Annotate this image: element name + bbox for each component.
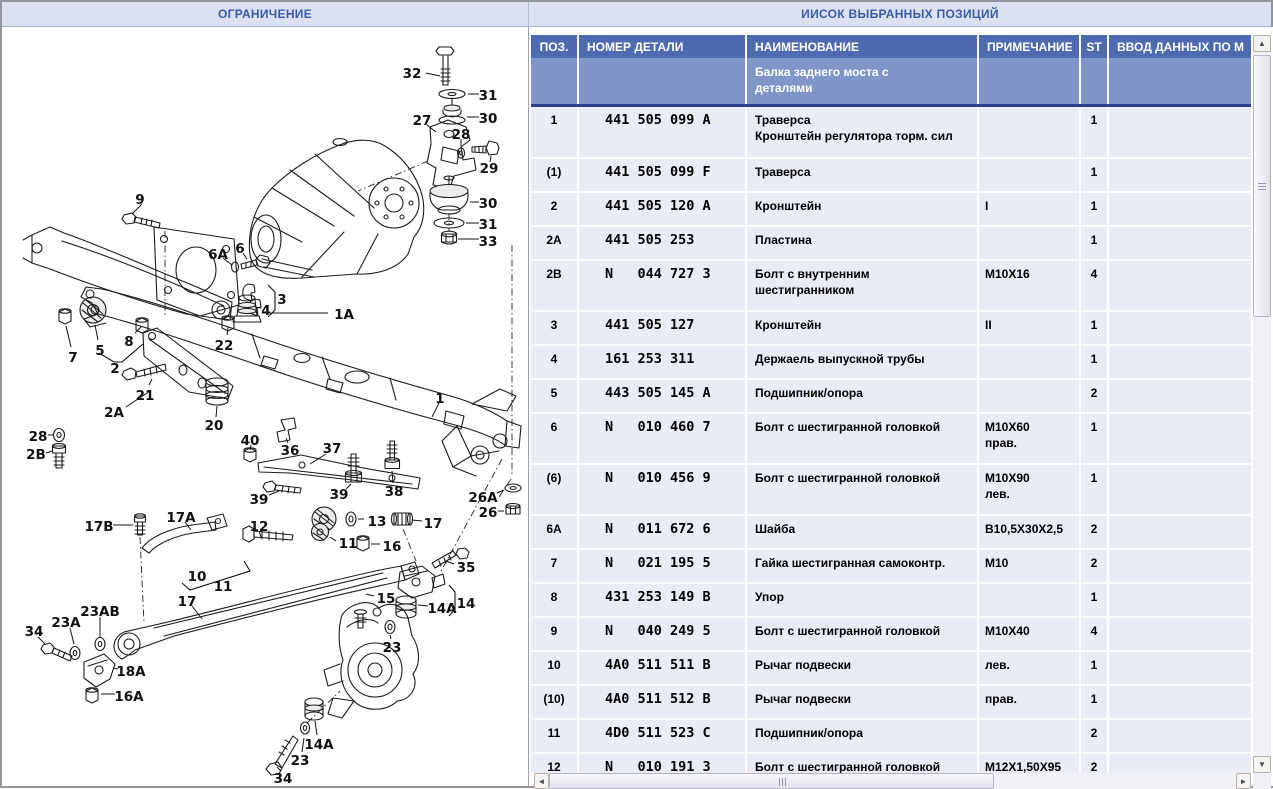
cell-note: M10 bbox=[979, 550, 1081, 582]
cell-qty: 2 bbox=[1081, 754, 1109, 773]
cell-qty: 4 bbox=[1081, 618, 1109, 650]
cell-note: лев. bbox=[979, 652, 1081, 684]
diagram-callout-14A[interactable]: 14A bbox=[427, 601, 457, 617]
cell-part-number: 443 505 145 A bbox=[579, 380, 747, 412]
cell-qty: 1 bbox=[1081, 159, 1109, 191]
diagram-callout-36[interactable]: 36 bbox=[281, 443, 300, 459]
header-bar bbox=[2, 2, 1271, 27]
diagram-line-art bbox=[23, 47, 521, 775]
diagram-callout-11[interactable]: 11 bbox=[339, 536, 358, 552]
table-row-pos-(10)[interactable] bbox=[531, 686, 1251, 720]
table-row-pos-10[interactable] bbox=[531, 652, 1251, 686]
horizontal-scrollbar-thumb[interactable] bbox=[549, 773, 994, 789]
cell-qty: 2 bbox=[1081, 720, 1109, 752]
cell-name: Болт с шестигранной головкой bbox=[747, 618, 979, 650]
diagram-callout-34[interactable]: 34 bbox=[274, 771, 293, 786]
table-header-row bbox=[531, 35, 1251, 58]
cell-pos: 11 bbox=[531, 720, 579, 752]
scroll-right-button[interactable] bbox=[1236, 773, 1251, 789]
thumb-grip-icon bbox=[1258, 186, 1266, 187]
diagram-callout-23A[interactable]: 23A bbox=[51, 615, 81, 631]
cell-qty: 1 bbox=[1081, 346, 1109, 378]
diagram-callout-23AB[interactable]: 23AB bbox=[80, 604, 120, 620]
cell-part-number: N 010 456 9 bbox=[579, 465, 747, 514]
group-cell-name bbox=[747, 58, 979, 104]
traverse-drawing bbox=[23, 227, 239, 320]
column-header-3: НАИМЕНОВАНИЕ bbox=[747, 35, 979, 58]
diagram-callout-21[interactable]: 21 bbox=[136, 388, 155, 404]
diagram-callout-10[interactable]: 10 bbox=[188, 569, 207, 585]
cell-note: M12X1,50X95 bbox=[979, 754, 1081, 773]
diagram-callout-8[interactable]: 8 bbox=[124, 334, 133, 350]
vertical-scrollbar-thumb[interactable] bbox=[1253, 55, 1271, 317]
diagram-callout-31[interactable]: 31 bbox=[479, 88, 498, 104]
cell-name: Подшипник/опора bbox=[747, 720, 979, 752]
cell-qty: 1 bbox=[1081, 107, 1109, 157]
cell-part-number: 441 505 120 A bbox=[579, 193, 747, 225]
diagram-callouts bbox=[25, 66, 504, 786]
cell-note: M10X60 прав. bbox=[979, 414, 1081, 463]
scroll-down-button[interactable] bbox=[1253, 756, 1271, 773]
cell-part-number: 441 505 253 bbox=[579, 227, 747, 259]
cell-data-entry[interactable] bbox=[1109, 652, 1251, 684]
diagram-callout-20[interactable]: 20 bbox=[205, 418, 224, 434]
cell-qty: 2 bbox=[1081, 380, 1109, 412]
cell-pos: 9 bbox=[531, 618, 579, 650]
table-row-pos-8[interactable] bbox=[531, 584, 1251, 618]
diagram-callout-2B[interactable]: 2B bbox=[26, 447, 46, 463]
diagram-callout-33[interactable]: 33 bbox=[479, 234, 498, 250]
diagram-callout-30[interactable]: 30 bbox=[479, 196, 498, 212]
cell-part-number: 161 253 311 bbox=[579, 346, 747, 378]
column-header-4: ПРИМЕЧАНИЕ bbox=[979, 35, 1081, 58]
cell-data-entry[interactable] bbox=[1109, 107, 1251, 157]
cell-note: M10X90 лев. bbox=[979, 465, 1081, 514]
group-cell-data-entry bbox=[1109, 58, 1251, 104]
cell-pos: 8 bbox=[531, 584, 579, 616]
cell-pos: 7 bbox=[531, 550, 579, 582]
table-row-pos-6A[interactable] bbox=[531, 516, 1251, 550]
scrollbar-corner bbox=[1253, 773, 1271, 789]
cell-note bbox=[979, 159, 1081, 191]
table-row-pos-3[interactable] bbox=[531, 312, 1251, 346]
diagram-callout-38[interactable]: 38 bbox=[385, 484, 404, 500]
cell-pos: 10 bbox=[531, 652, 579, 684]
cell-data-entry[interactable] bbox=[1109, 346, 1251, 378]
cell-part-number: 4A0 511 512 B bbox=[579, 686, 747, 718]
cell-pos: 5 bbox=[531, 380, 579, 412]
cell-note: II bbox=[979, 312, 1081, 344]
group-cell-note bbox=[979, 58, 1081, 104]
cell-pos: 2A bbox=[531, 227, 579, 259]
diagram-callout-11[interactable]: 11 bbox=[214, 579, 233, 595]
cell-qty: 1 bbox=[1081, 465, 1109, 514]
cell-part-number: N 044 727 3 bbox=[579, 261, 747, 310]
cell-part-number: N 011 672 6 bbox=[579, 516, 747, 548]
diagram-callout-40[interactable]: 40 bbox=[241, 433, 260, 449]
cell-part-number: 4D0 511 523 C bbox=[579, 720, 747, 752]
table-row-pos-6[interactable] bbox=[531, 414, 1251, 465]
cell-qty: 2 bbox=[1081, 550, 1109, 582]
diagram-callout-23[interactable]: 23 bbox=[383, 640, 402, 656]
diagram-callout-29[interactable]: 29 bbox=[480, 161, 499, 177]
cell-qty: 1 bbox=[1081, 414, 1109, 463]
diagram-panel bbox=[2, 27, 529, 786]
diagram-callout-27[interactable]: 27 bbox=[413, 113, 432, 129]
cell-name: Рычаг подвески bbox=[747, 652, 979, 684]
diagram-callout-1[interactable]: 1 bbox=[435, 391, 444, 407]
diagram-callout-2A[interactable]: 2A bbox=[104, 405, 124, 421]
cell-part-number: 441 505 099 A bbox=[579, 107, 747, 157]
left-arrow-icon: ◄ bbox=[538, 777, 546, 786]
column-header-6: ВВОД ДАННЫХ ПО М bbox=[1109, 35, 1251, 58]
cell-pos: 6 bbox=[531, 414, 579, 463]
cell-qty: 4 bbox=[1081, 261, 1109, 310]
upper-fasteners-drawing bbox=[122, 213, 270, 272]
cell-pos: 3 bbox=[531, 312, 579, 344]
cell-pos: (6) bbox=[531, 465, 579, 514]
diagram-callout-14[interactable]: 14 bbox=[457, 596, 476, 612]
group-cell-pos bbox=[531, 58, 579, 104]
cell-pos: 12 bbox=[531, 754, 579, 773]
column-header-5: ST bbox=[1081, 35, 1109, 58]
diagram-callout-2[interactable]: 2 bbox=[110, 361, 119, 377]
diagram-callout-17B[interactable]: 17B bbox=[84, 519, 113, 535]
cell-note bbox=[979, 584, 1081, 616]
cell-qty: 1 bbox=[1081, 584, 1109, 616]
cell-data-entry[interactable] bbox=[1109, 584, 1251, 616]
cell-data-entry[interactable] bbox=[1109, 312, 1251, 344]
table-row-pos-5[interactable] bbox=[531, 380, 1251, 414]
diagram-callout-9[interactable]: 9 bbox=[135, 192, 144, 208]
table-row-pos-2B[interactable] bbox=[531, 261, 1251, 312]
cell-name: Держаель выпускной трубы bbox=[747, 346, 979, 378]
cell-note bbox=[979, 380, 1081, 412]
cell-data-entry[interactable] bbox=[1109, 261, 1251, 310]
table-row-pos-(1)[interactable] bbox=[531, 159, 1251, 193]
diagram-callout-22[interactable]: 22 bbox=[215, 338, 234, 354]
cell-data-entry[interactable] bbox=[1109, 516, 1251, 548]
diagram-callout-5[interactable]: 5 bbox=[95, 343, 104, 359]
cell-name: Траверса bbox=[747, 159, 979, 191]
diagram-callout-15[interactable]: 15 bbox=[377, 591, 396, 607]
cell-part-number: 441 505 099 F bbox=[579, 159, 747, 191]
diagram-callout-30[interactable]: 30 bbox=[479, 111, 498, 127]
cell-qty: 1 bbox=[1081, 312, 1109, 344]
diagram-callout-17[interactable]: 17 bbox=[178, 594, 197, 610]
cell-name: Болт с шестигранной головкой bbox=[747, 465, 979, 514]
cell-name: Упор bbox=[747, 584, 979, 616]
diagram-callout-39[interactable]: 39 bbox=[330, 487, 349, 503]
parts-diagram bbox=[2, 27, 528, 786]
cell-name: Кронштейн bbox=[747, 312, 979, 344]
diagram-callout-3[interactable]: 3 bbox=[277, 292, 286, 308]
diagram-callout-1A[interactable]: 1A bbox=[334, 307, 354, 323]
diagram-callout-7[interactable]: 7 bbox=[68, 350, 77, 366]
group-name-line: деталями bbox=[755, 80, 977, 96]
cell-part-number: N 010 460 7 bbox=[579, 414, 747, 463]
cell-part-number: N 021 195 5 bbox=[579, 550, 747, 582]
table-row-pos-7[interactable] bbox=[531, 550, 1251, 584]
vertical-scrollbar[interactable] bbox=[1253, 35, 1271, 773]
cell-part-number: N 010 191 3 bbox=[579, 754, 747, 773]
diagram-callout-23[interactable]: 23 bbox=[291, 753, 310, 769]
cell-name: Болт с шестигранной головкой bbox=[747, 754, 979, 773]
table-row-pos-2[interactable] bbox=[531, 193, 1251, 227]
cell-note: прав. bbox=[979, 686, 1081, 718]
cell-data-entry[interactable] bbox=[1109, 465, 1251, 514]
group-cell-part bbox=[579, 58, 747, 104]
diagram-callout-39[interactable]: 39 bbox=[250, 492, 269, 508]
diagram-callout-32[interactable]: 32 bbox=[403, 66, 422, 82]
group-row[interactable] bbox=[531, 58, 1251, 107]
cell-pos: 6A bbox=[531, 516, 579, 548]
cell-name: Подшипник/опора bbox=[747, 380, 979, 412]
knuckle-drawing bbox=[324, 603, 419, 718]
table-body bbox=[531, 107, 1251, 773]
cell-part-number: 4A0 511 511 B bbox=[579, 652, 747, 684]
cell-name: Рычаг подвески bbox=[747, 686, 979, 718]
cell-note bbox=[979, 107, 1081, 157]
cell-qty: 2 bbox=[1081, 516, 1109, 548]
cell-name: Пластина bbox=[747, 227, 979, 259]
cell-note: M10X40 bbox=[979, 618, 1081, 650]
diagram-callout-16[interactable]: 16 bbox=[383, 539, 402, 555]
scroll-up-button[interactable] bbox=[1253, 35, 1271, 52]
thumb-grip-icon bbox=[782, 778, 783, 786]
cell-part-number: 441 505 127 bbox=[579, 312, 747, 344]
diagram-callout-18A[interactable]: 18A bbox=[116, 664, 146, 680]
diagram-callout-6[interactable]: 6 bbox=[235, 241, 244, 257]
diagram-callout-6A[interactable]: 6A bbox=[208, 247, 228, 263]
cell-qty: 1 bbox=[1081, 652, 1109, 684]
diagram-callout-13[interactable]: 13 bbox=[368, 514, 387, 530]
cell-data-entry[interactable] bbox=[1109, 550, 1251, 582]
cell-note: I bbox=[979, 193, 1081, 225]
cell-qty: 1 bbox=[1081, 686, 1109, 718]
cell-data-entry[interactable] bbox=[1109, 720, 1251, 752]
cell-pos: (10) bbox=[531, 686, 579, 718]
cell-pos: 2 bbox=[531, 193, 579, 225]
diagram-callout-16A[interactable]: 16A bbox=[114, 689, 144, 705]
up-arrow-icon: ▲ bbox=[1258, 39, 1266, 48]
diagram-callout-26[interactable]: 26 bbox=[479, 505, 498, 521]
diagram-callout-17A[interactable]: 17A bbox=[166, 510, 196, 526]
diagram-callout-35[interactable]: 35 bbox=[457, 560, 476, 576]
cell-name: Траверса Кронштейн регулятора торм. сил bbox=[747, 107, 979, 157]
cell-pos: 2B bbox=[531, 261, 579, 310]
diagram-callout-12[interactable]: 12 bbox=[250, 519, 269, 535]
left-panel-title: ОГРАНИЧЕНИЕ bbox=[2, 2, 529, 26]
group-name-line: Балка заднего моста с bbox=[755, 64, 977, 80]
table-row-pos-4[interactable] bbox=[531, 346, 1251, 380]
differential-drawing bbox=[249, 139, 423, 279]
cell-data-entry[interactable] bbox=[1109, 193, 1251, 225]
cell-data-entry[interactable] bbox=[1109, 159, 1251, 191]
hanger-18a-drawing bbox=[41, 638, 115, 704]
parts-list-panel bbox=[529, 27, 1273, 786]
column-header-2: НОМЕР ДЕТАЛИ bbox=[579, 35, 747, 58]
cell-part-number: 431 253 149 B bbox=[579, 584, 747, 616]
cell-note: B10,5X30X2,5 bbox=[979, 516, 1081, 548]
diagram-callout-4[interactable]: 4 bbox=[261, 303, 270, 319]
cell-data-entry[interactable] bbox=[1109, 414, 1251, 463]
cell-data-entry[interactable] bbox=[1109, 618, 1251, 650]
right-arrow-icon: ► bbox=[1240, 777, 1248, 786]
cell-name: Болт с внутренним шестигранником bbox=[747, 261, 979, 310]
diagram-callout-17[interactable]: 17 bbox=[424, 516, 443, 532]
right-panel-title: ИИСОК ВЫБРАННЫХ ПОЗИЦИЙ bbox=[529, 2, 1271, 26]
table-row-pos-1[interactable] bbox=[531, 107, 1251, 159]
cell-data-entry[interactable] bbox=[1109, 754, 1251, 773]
cell-data-entry[interactable] bbox=[1109, 227, 1251, 259]
cell-data-entry[interactable] bbox=[1109, 380, 1251, 412]
down-arrow-icon: ▼ bbox=[1258, 760, 1266, 769]
cell-pos: 1 bbox=[531, 107, 579, 157]
top-mount-assembly-drawing bbox=[427, 47, 499, 244]
diagram-callout-37[interactable]: 37 bbox=[323, 441, 342, 457]
diagram-callout-26A[interactable]: 26A bbox=[468, 490, 498, 506]
cell-pos: (1) bbox=[531, 159, 579, 191]
diagram-callout-28[interactable]: 28 bbox=[452, 127, 471, 143]
cell-part-number: N 040 249 5 bbox=[579, 618, 747, 650]
cell-name: Болт с шестигранной головкой bbox=[747, 414, 979, 463]
group-cell-qty bbox=[1081, 58, 1109, 104]
diagram-callout-31[interactable]: 31 bbox=[479, 217, 498, 233]
parts-table bbox=[531, 35, 1251, 773]
diagram-callout-28[interactable]: 28 bbox=[29, 429, 48, 445]
cell-note bbox=[979, 720, 1081, 752]
cell-name: Гайка шестигранная самоконтр. bbox=[747, 550, 979, 582]
subframe-drawing bbox=[81, 287, 521, 476]
trailing-arm-drawing bbox=[114, 507, 469, 659]
cell-note: M10X16 bbox=[979, 261, 1081, 310]
cell-qty: 1 bbox=[1081, 193, 1109, 225]
horizontal-scrollbar[interactable] bbox=[534, 773, 1251, 789]
cell-data-entry[interactable] bbox=[1109, 686, 1251, 718]
cell-note bbox=[979, 227, 1081, 259]
table-row-pos-(6)[interactable] bbox=[531, 465, 1251, 516]
cell-note bbox=[979, 346, 1081, 378]
table-row-pos-11[interactable] bbox=[531, 720, 1251, 754]
diagram-callout-34[interactable]: 34 bbox=[25, 624, 44, 640]
table-row-pos-12[interactable] bbox=[531, 754, 1251, 773]
column-header-1: ПОЗ. bbox=[531, 35, 579, 58]
table-row-pos-9[interactable] bbox=[531, 618, 1251, 652]
scroll-left-button[interactable] bbox=[534, 773, 549, 789]
cell-name: Кронштейн bbox=[747, 193, 979, 225]
diagram-callout-14A[interactable]: 14A bbox=[304, 737, 334, 753]
table-row-pos-2A[interactable] bbox=[531, 227, 1251, 261]
cell-name: Шайба bbox=[747, 516, 979, 548]
cell-qty: 1 bbox=[1081, 227, 1109, 259]
cell-pos: 4 bbox=[531, 346, 579, 378]
